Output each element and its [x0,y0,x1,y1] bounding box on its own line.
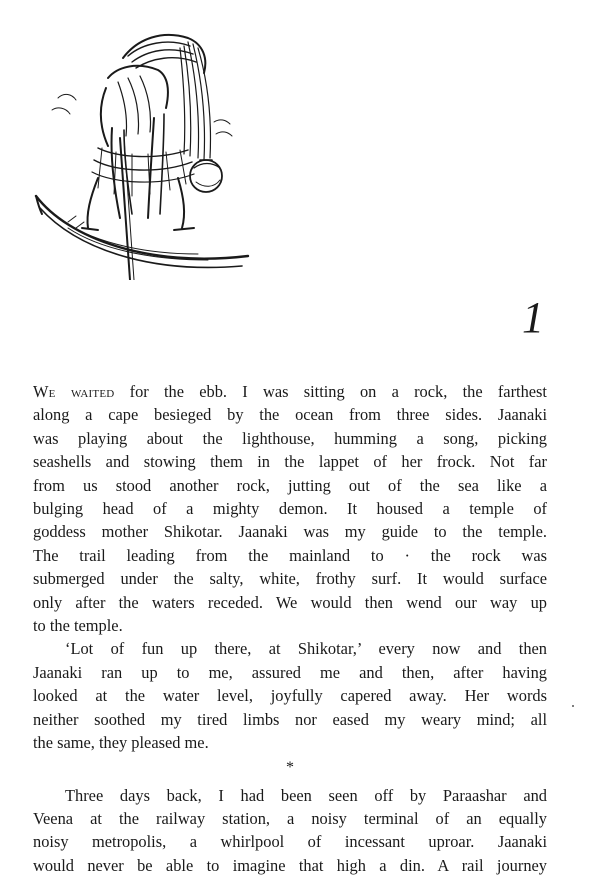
text-line: seashells and stowing them in the lappet of her frock. Not far [33,452,547,472]
text-line: along a cape besieged by the ocean from three sides. Jaanaki [33,405,547,425]
text-line: We waited for the ebb. I was sitting on a rock, the farthest [33,382,547,401]
opening-words: We waited [33,382,115,401]
chapter-illustration [28,18,268,280]
woman-bending-over-boat-sketch-icon [28,18,268,280]
section-separator: * [286,758,294,776]
text-line: was playing about the lighthouse, humming a song, picking [33,428,547,448]
paragraph-2 [33,637,547,754]
text-line: goddess mother Shikotar. Jaanaki was my guide to the temple. [33,522,547,542]
text-line: Jaanaki ran up to me, assured me and then, after having [33,662,547,682]
text-line: The trail leading from the mainland to · the rock was [33,545,547,565]
text-line: would never be able to imagine that high a din. A rail journey [33,855,547,875]
text-line: ‘Lot of fun up there, at Shikotar,’ every now and then [65,639,547,659]
text-line: from us stood another rock, jutting out of the sea like a [33,475,547,495]
text-line: looked at the water level, joyfully capered away. Her words [33,686,547,706]
text-line: only after the waters receded. We would then wend our way up [33,592,547,612]
paragraph-3 [33,784,547,878]
print-speck [572,705,574,707]
text-line: the same, they pleased me. [33,733,209,753]
chapter-number: 1 [522,293,544,342]
text-line: to the temple. [33,616,123,636]
text-line: noisy metropolis, a whirlpool of incessant uproar. Jaanaki [33,832,547,852]
text-line: Three days back, I had been seen off by Paraashar and [65,785,547,805]
text-line: bulging head of a mighty demon. It housed a temple of [33,499,547,519]
paragraph-1 [33,380,547,637]
text-line: Veena at the railway station, a noisy terminal of an equally [33,808,547,828]
text-line: submerged under the salty, white, frothy surf. It would surface [33,569,547,589]
text-line: neither soothed my tired limbs nor eased my weary mind; all [33,709,547,729]
page-body-text [33,380,547,877]
